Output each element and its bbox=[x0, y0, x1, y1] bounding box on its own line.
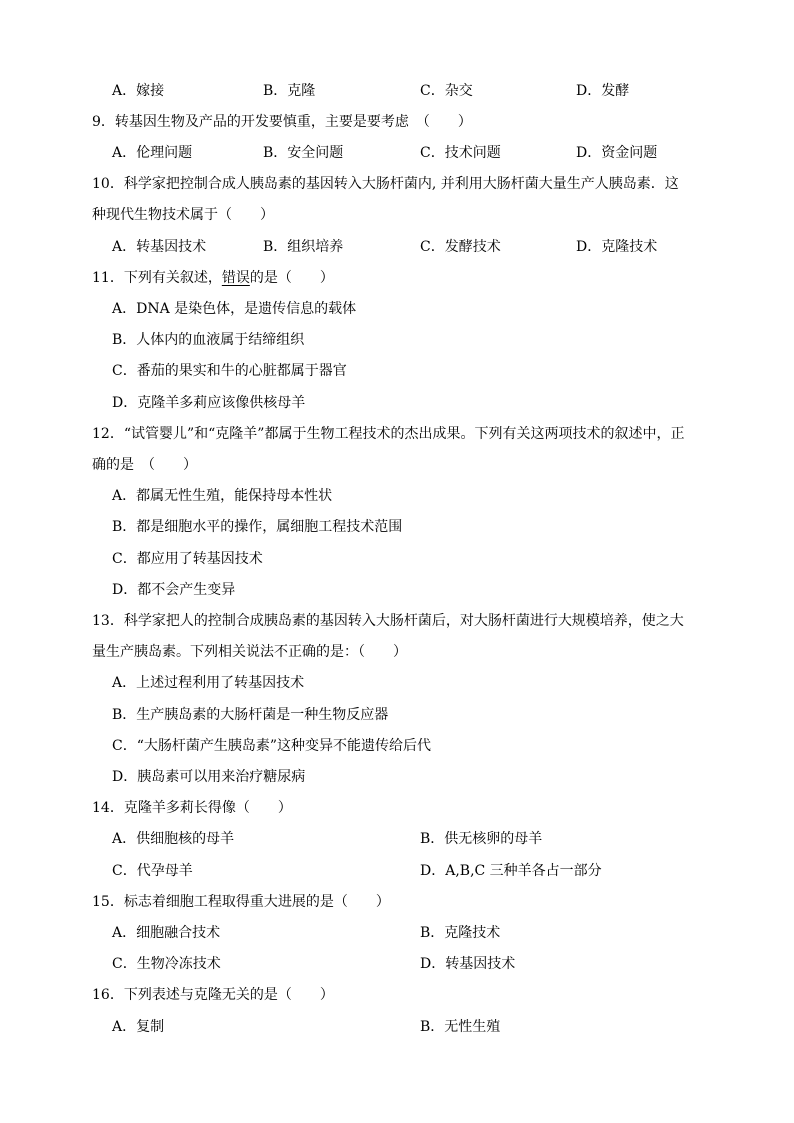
option-d: D．A,B,C 三种羊各占一部分 bbox=[420, 863, 602, 879]
q14-options-row1 bbox=[0, 827, 794, 851]
q11-option-a-row bbox=[0, 297, 794, 321]
emphasis-word: 错误 bbox=[221, 270, 250, 286]
q12-option-c-row bbox=[0, 547, 794, 571]
q8-options bbox=[0, 79, 794, 103]
option-d: D．克隆技术 bbox=[576, 239, 658, 255]
q10-options bbox=[0, 235, 794, 259]
question-stem: 12．“试管婴儿”和“克隆羊”都属于生物工程技术的杰出成果。下列有关这两项技术的叙述中，正 bbox=[92, 426, 685, 442]
q12-option-d-row bbox=[0, 578, 794, 602]
q13-option-a-row bbox=[0, 671, 794, 695]
question-stem: 14．克隆羊多莉长得像（ ） bbox=[92, 800, 292, 816]
question-stem-continued: 种现代生物技术属于（ ） bbox=[92, 207, 274, 223]
q11-option-b-row bbox=[0, 328, 794, 352]
question-stem: 10．科学家把控制合成人胰岛素的基因转入大肠杆菌内, 并利用大肠杆菌大量生产人胰岛素．这 bbox=[92, 176, 679, 192]
question-stem: 15．标志着细胞工程取得重大进展的是（ ） bbox=[92, 894, 390, 910]
option-c: C．“大肠杆菌产生胰岛素”这种变异不能遗传给后代 bbox=[112, 738, 432, 754]
stem-text: 的是（ ） bbox=[249, 270, 334, 286]
q11-option-d-row bbox=[0, 391, 794, 415]
q14-options-row2 bbox=[0, 859, 794, 883]
option-b: B．供无核卵的母羊 bbox=[420, 831, 543, 847]
question-14 bbox=[0, 796, 794, 820]
question-10 bbox=[0, 172, 794, 196]
option-a: A．转基因技术 bbox=[112, 239, 207, 255]
stem-text: 11．下列有关叙述， bbox=[92, 270, 222, 286]
option-d: D．克隆羊多莉应该像供核母羊 bbox=[112, 395, 306, 411]
option-a: A．复制 bbox=[112, 1019, 165, 1035]
question-9 bbox=[0, 110, 794, 134]
option-b: B．安全问题 bbox=[263, 145, 344, 161]
option-b: B．组织培养 bbox=[263, 239, 344, 255]
option-b: B．生产胰岛素的大肠杆菌是一种生物反应器 bbox=[112, 707, 389, 723]
option-d: D．胰岛素可以用来治疗糖尿病 bbox=[112, 769, 306, 785]
option-a: A．嫁接 bbox=[112, 83, 165, 99]
option-c: C．技术问题 bbox=[420, 145, 501, 161]
q13-option-c-row bbox=[0, 734, 794, 758]
question-16 bbox=[0, 983, 794, 1007]
question-stem-continued: 确的是 （ ） bbox=[92, 457, 197, 473]
q9-options bbox=[0, 141, 794, 165]
option-b: B．人体内的血液属于结缔组织 bbox=[112, 332, 305, 348]
option-c: C．番茄的果实和牛的心脏都属于器官 bbox=[112, 363, 347, 379]
q15-options-row1 bbox=[0, 921, 794, 945]
option-c: C．杂交 bbox=[420, 83, 473, 99]
option-d: D．发酵 bbox=[576, 83, 630, 99]
option-b: B．都是细胞水平的操作，属细胞工程技术范围 bbox=[112, 519, 403, 535]
q13-option-b-row bbox=[0, 703, 794, 727]
question-12-cont bbox=[0, 453, 794, 477]
q15-options-row2 bbox=[0, 952, 794, 976]
q12-option-b-row bbox=[0, 515, 794, 539]
option-a: A．DNA 是染色体，是遗传信息的载体 bbox=[112, 301, 357, 317]
option-a: A．伦理问题 bbox=[112, 145, 193, 161]
question-15 bbox=[0, 890, 794, 914]
option-d: D．都不会产生变异 bbox=[112, 582, 236, 598]
question-10-cont bbox=[0, 203, 794, 227]
option-c: C．发酵技术 bbox=[420, 239, 501, 255]
q11-option-c-row bbox=[0, 359, 794, 383]
question-stem: 16．下列表述与克隆无关的是（ ） bbox=[92, 987, 334, 1003]
option-d: D．转基因技术 bbox=[420, 956, 516, 972]
option-c: C．都应用了转基因技术 bbox=[112, 551, 263, 567]
question-13 bbox=[0, 609, 794, 633]
q16-options-row1 bbox=[0, 1015, 794, 1039]
option-a: A．供细胞核的母羊 bbox=[112, 831, 235, 847]
option-b: B．无性生殖 bbox=[420, 1019, 501, 1035]
question-13-cont bbox=[0, 640, 794, 664]
option-c: C．生物冷冻技术 bbox=[112, 956, 221, 972]
question-stem-continued: 量生产胰岛素。下列相关说法不正确的是：（ ） bbox=[92, 644, 407, 660]
option-d: D．资金问题 bbox=[576, 145, 658, 161]
option-c: C．代孕母羊 bbox=[112, 863, 193, 879]
option-b: B．克隆技术 bbox=[420, 925, 501, 941]
question-stem: 9．转基因生物及产品的开发要慎重，主要是要考虑 （ ） bbox=[92, 114, 472, 130]
option-b: B．克隆 bbox=[263, 83, 316, 99]
question-stem: 13．科学家把人的控制合成胰岛素的基因转入大肠杆菌后，对大肠杆菌进行大规模培养，使之大 bbox=[92, 613, 684, 629]
q12-option-a-row bbox=[0, 484, 794, 508]
question-stem bbox=[92, 266, 334, 290]
option-a: A．都属无性生殖，能保持母本性状 bbox=[112, 488, 333, 504]
question-12 bbox=[0, 422, 794, 446]
q13-option-d-row bbox=[0, 765, 794, 789]
question-11 bbox=[0, 266, 794, 290]
option-a: A．细胞融合技术 bbox=[112, 925, 221, 941]
option-a: A．上述过程利用了转基因技术 bbox=[112, 675, 305, 691]
